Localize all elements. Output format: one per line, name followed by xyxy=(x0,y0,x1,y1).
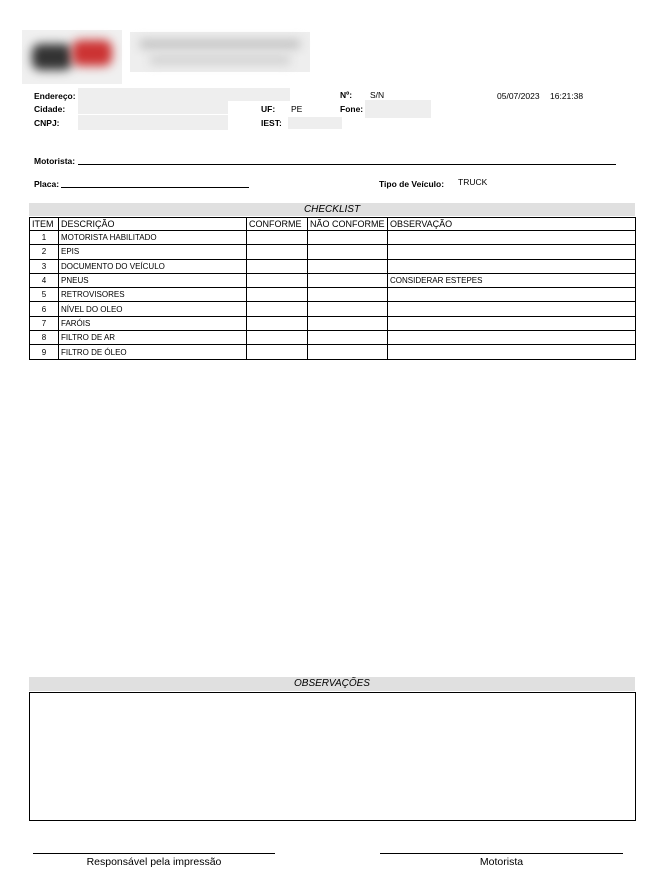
iest-label: IEST: xyxy=(261,118,282,128)
cell-descricao: RETROVISORES xyxy=(59,288,247,302)
placa-label: Placa: xyxy=(34,179,60,189)
cell-conforme[interactable] xyxy=(247,345,308,359)
signature-label-motorista: Motorista xyxy=(479,856,524,868)
cell-conforme[interactable] xyxy=(247,302,308,316)
cell-nao-conforme[interactable] xyxy=(308,245,388,259)
checklist-row xyxy=(30,245,636,259)
cell-nao-conforme[interactable] xyxy=(308,231,388,245)
cell-conforme[interactable] xyxy=(247,259,308,273)
checklist-row xyxy=(30,273,636,287)
print-time: 16:21:38 xyxy=(550,91,584,101)
iest-value-redacted xyxy=(288,117,342,129)
cell-conforme[interactable] xyxy=(247,331,308,345)
cidade-value-redacted xyxy=(78,101,228,114)
checklist-row xyxy=(30,316,636,330)
checklist-row xyxy=(30,302,636,316)
cell-item: 8 xyxy=(30,331,59,345)
company-logo xyxy=(22,30,122,84)
observacoes-title: OBSERVAÇÕES xyxy=(29,677,635,691)
motorista-label: Motorista: xyxy=(34,156,76,166)
cell-descricao: NÍVEL DO OLEO xyxy=(59,302,247,316)
cell-item: 9 xyxy=(30,345,59,359)
print-date: 05/07/2023 xyxy=(497,91,540,101)
cell-nao-conforme[interactable] xyxy=(308,273,388,287)
cnpj-value-redacted xyxy=(78,115,228,130)
cell-observacao[interactable] xyxy=(388,259,636,273)
cell-nao-conforme[interactable] xyxy=(308,288,388,302)
endereco-label: Endereço: xyxy=(34,91,76,101)
cell-nao-conforme[interactable] xyxy=(308,259,388,273)
fone-label: Fone: xyxy=(340,104,364,114)
fone-value-redacted xyxy=(365,100,431,118)
cell-conforme[interactable] xyxy=(247,273,308,287)
motorista-field-line[interactable] xyxy=(78,164,616,165)
cell-nao-conforme[interactable] xyxy=(308,316,388,330)
cell-item: 7 xyxy=(30,316,59,330)
cell-item: 3 xyxy=(30,259,59,273)
cell-descricao: PNEUS xyxy=(59,273,247,287)
cell-conforme[interactable] xyxy=(247,245,308,259)
col-nao-conforme: NÃO CONFORME xyxy=(308,218,388,231)
cell-observacao[interactable] xyxy=(388,345,636,359)
cell-item: 2 xyxy=(30,245,59,259)
uf-value: PE xyxy=(291,104,303,114)
col-descricao: DESCRIÇÃO xyxy=(59,218,247,231)
cell-descricao: FARÓIS xyxy=(59,316,247,330)
uf-label: UF: xyxy=(261,104,276,114)
checklist-row xyxy=(30,259,636,273)
col-observacao: OBSERVAÇÃO xyxy=(388,218,636,231)
cell-nao-conforme[interactable] xyxy=(308,302,388,316)
cell-nao-conforme[interactable] xyxy=(308,345,388,359)
cell-observacao[interactable] xyxy=(388,302,636,316)
checklist-row xyxy=(30,231,636,245)
cell-conforme[interactable] xyxy=(247,316,308,330)
cidade-label: Cidade: xyxy=(34,104,66,114)
checklist-header-row xyxy=(30,218,636,231)
cell-conforme[interactable] xyxy=(247,288,308,302)
checklist-row xyxy=(30,331,636,345)
checklist-table xyxy=(29,217,636,360)
cnpj-label: CNPJ: xyxy=(34,118,60,128)
cell-observacao[interactable] xyxy=(388,288,636,302)
cell-observacao[interactable] xyxy=(388,331,636,345)
cell-descricao: FILTRO DE AR xyxy=(59,331,247,345)
tipo-veiculo-label: Tipo de Veículo: xyxy=(379,179,445,189)
cell-conforme[interactable] xyxy=(247,231,308,245)
endereco-value-redacted xyxy=(78,88,290,101)
signature-line-responsavel xyxy=(33,853,275,854)
cell-observacao[interactable] xyxy=(388,231,636,245)
cell-item: 6 xyxy=(30,302,59,316)
checklist-row xyxy=(30,288,636,302)
cell-observacao[interactable]: CONSIDERAR ESTEPES xyxy=(388,273,636,287)
placa-field-line[interactable] xyxy=(61,187,249,188)
signature-label-responsavel: Responsável pela impressão xyxy=(86,856,222,868)
cell-descricao: MOTORISTA HABILITADO xyxy=(59,231,247,245)
cell-nao-conforme[interactable] xyxy=(308,331,388,345)
col-item: ITEM xyxy=(30,218,59,231)
cell-item: 4 xyxy=(30,273,59,287)
cell-descricao: FILTRO DE ÓLEO xyxy=(59,345,247,359)
tipo-veiculo-value: TRUCK xyxy=(458,177,488,187)
col-conforme: CONFORME xyxy=(247,218,308,231)
signature-line-motorista xyxy=(380,853,623,854)
cell-descricao: EPIS xyxy=(59,245,247,259)
numero-label: Nº: xyxy=(340,90,353,100)
cell-observacao[interactable] xyxy=(388,245,636,259)
numero-value: S/N xyxy=(370,90,385,100)
cell-descricao: DOCUMENTO DO VEÍCULO xyxy=(59,259,247,273)
company-name-redacted xyxy=(130,32,310,72)
cell-item: 1 xyxy=(30,231,59,245)
observacoes-box[interactable] xyxy=(29,692,636,821)
checklist-title: CHECKLIST xyxy=(29,203,635,216)
checklist-row xyxy=(30,345,636,359)
cell-item: 5 xyxy=(30,288,59,302)
cell-observacao[interactable] xyxy=(388,316,636,330)
